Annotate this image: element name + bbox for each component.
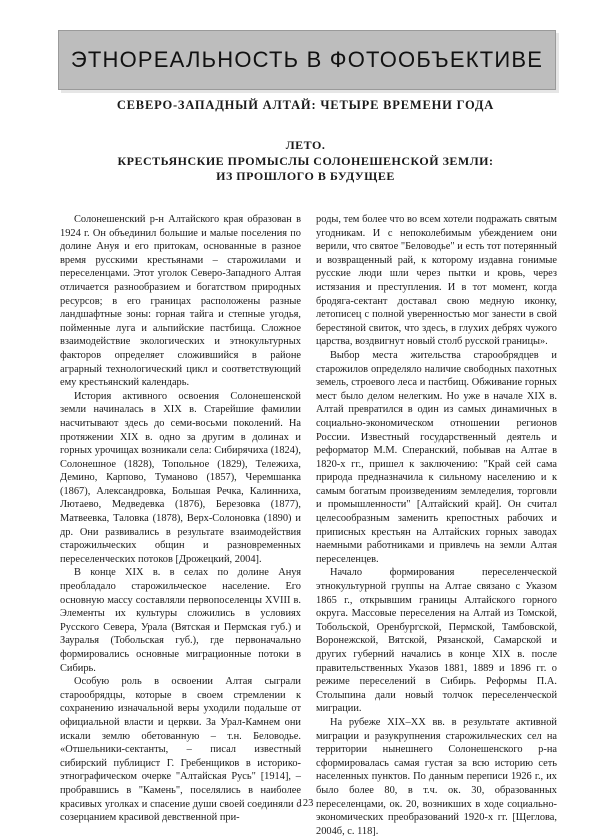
page-number: 123: [297, 798, 314, 809]
paragraph: Выбор места жительства старообрядцев и старожилов определяло наличие свободных пахотных земель, строевого леса и пастбищ. Обживание горных мест было делом нелегким. Но уже в начале XIX в. Алтай превратился в один из самых динамичных в социально-экономическом отношении регионов России. Известный государственный деятель и реформатор М.М. Сперанский, побывав на Алтае в 1820-х гг., пришел к заключению: "Край сей сама природа предназначила к сильному населению и к самым богатым произведениям земледелия, торговли и промышленности" [Алтайский край]. Он считал целесообразным заменить крепостных рабочих и приписных крестьян на Алтайских горных заводах наемными работниками и привлечь на земли Алтая переселенцев.: [316, 349, 557, 565]
right-column: [316, 213, 557, 838]
section-title: ЭТНОРЕАЛЬНОСТЬ В ФОТООБЪЕКТИВЕ: [70, 47, 544, 72]
paragraph: Солонешенский р-н Алтайского края образован в 1924 г. Он объединил большие и малые поселения по долине Ануя и его притокам, основанные в разное время русскими крестьянами – старожилами и переселенцами. Этот уголок Северо-Западного Алтая отличается разнообразием и богатством природных ресурсов; в его границах расположены разные ландшафтные зоны: горная тайга и степные угодья, пойменные луга и альпийские пастбища. Сложное взаимодействие экологических и этнокультурных факторов определяет сложившийся в районе аграрный технологический цикл и соответствующий ему крестьянский календарь.: [60, 214, 301, 389]
paragraph-continued: роды, тем более что во всем хотели подражать святым угодникам. И с непоколебимым убеждением они верили, что святое "Беловодье" и есть тот потерянный и возвращенный рай, к которому издавна гонимые русские люди шли через пытки и кровь, через истязания и преступления. И в тот момент, когда бродяга-сектант доставал свою медную иконку, летописец с полной уверенностью мог занести в свой берестяной свиток, что здесь, в глухих дебрях чужого царства, воздвигнут новый столб русской границы».: [316, 214, 557, 348]
left-column: [60, 213, 301, 825]
paragraph: На рубеже XIX–XX вв. в результате активной миграции и разукрупнения старожильческих сел на территории нынешнего Солонешенского р-на сформировалась самая густая за всю историю сеть населенных пунктов. По данным переписи 1926 г., их было более 80, в т.ч. ок. 30, образованных переселенцами, ок. 20, возникших в ходе социально-экономических преобразований 1920-х гг. [Щеглова, 2004б, с. 118].: [316, 716, 557, 837]
article-title-line: ИЗ ПРОШЛОГО В БУДУЩЕЕ: [216, 169, 395, 183]
paragraph: В конце XIX в. в селах по долине Ануя преобладало старожильческое население. Его основную массу составляли первопоселенцы XVIII в. Элементы их культуры сложились в условиях Русского Севера, Урала (Вятская и Пермская губ.) и Зауралья (Тобольская губ.), где первоначально формировались основные миграционные потоки в Сибирь.: [60, 567, 301, 674]
subtitle: СЕВЕРО-ЗАПАДНЫЙ АЛТАЙ: ЧЕТЫРЕ ВРЕМЕНИ ГОДА: [116, 98, 495, 112]
article-title-line: КРЕСТЬЯНСКИЕ ПРОМЫСЛЫ СОЛОНЕШЕНСКОЙ ЗЕМЛИ:: [117, 153, 494, 168]
section-banner: [58, 30, 556, 90]
article-title-line: ЛЕТО.: [285, 138, 326, 152]
paragraph: Особую роль в освоении Алтая сыграли старообрядцы, которые в своем стремлении к сохранению изначальной веры уходили подальше от официальной власти и церкви. За Урал-Камнем они искали землю обетованную – т.н. Беловодье. «Отшельники-сектанты, – писал известный сибирский публицист Г. Гребенщиков в историко-этнографическом очерке "Алтайская Русь" [1914], – пробравшись в "Камень", поселялись в наиболее красивых уголках и спасение души своей соединяли с созерцанием красивой девственной при-: [60, 676, 301, 824]
paragraph: Начало формирования переселенческой этнокультурной группы на Алтае связано с Указом 1865 г., открывшим границы Алтайского горного округа. Массовые переселения на Алтай из Томской, Тобольской, Оренбургской, Пермской, Тамбовской, Воронежской, Вятской, Рязанской, Самарской и других губерний начались в конце XIX в. после правительственных Указов 1881, 1889 и 1896 гг. о режиме переселений в Сибирь. Реформы П.А. Столыпина дали новый толчок переселенческой миграции.: [316, 567, 557, 715]
paragraph: История активного освоения Солонешенской земли начиналась в XIX в. Старейшие фамилии насчитывают здесь до семи-восьми поколений. На протяжении XIX в. одно за другим в долинах и горных урочищах возникали села: Сибирячиха (1824), Солонешное (1828), Топольное (1829), Тележиха, Демино, Карпово, Туманово (1857), Черемшанка (1867), Александровка, Большая Речка, Калинниха, Лютаево, Медведевка (1876), Березовка (1877), Матвеевка, Таловка (1878), Верх-Солоновка (1890) и др. Они развивались в результате взаимодействия старожильческих общин и разновременных переселенческих потоков [Дрожецкий, 2004].: [60, 390, 301, 565]
article-title: [0, 138, 611, 185]
